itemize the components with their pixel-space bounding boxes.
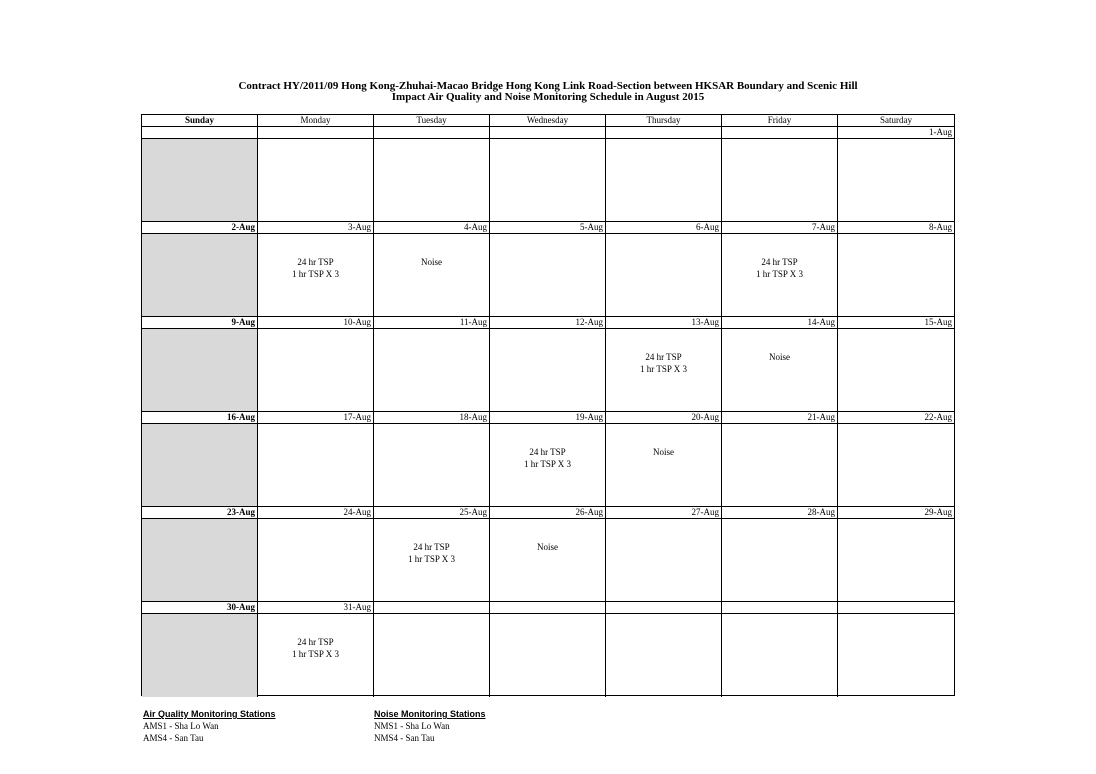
day-header-monday: Monday: [258, 115, 374, 127]
date-label: 8-Aug: [838, 222, 954, 234]
monitoring-task: 1 hr TSP X 3: [639, 364, 687, 374]
date-label: [606, 602, 722, 614]
air-legend-heading: Air Quality Monitoring Stations: [143, 709, 276, 719]
day-cell: [142, 424, 258, 507]
monitoring-task: 24 hr TSP: [645, 352, 682, 362]
date-label: 26-Aug: [490, 507, 606, 519]
date-label: 27-Aug: [606, 507, 722, 519]
air-station-item: AMS4 - San Tau: [143, 733, 204, 743]
monitoring-note: [374, 256, 489, 268]
monitoring-calendar: [141, 114, 955, 696]
day-cell: [374, 424, 490, 507]
date-label: 4-Aug: [374, 222, 490, 234]
day-cell: [838, 424, 954, 507]
day-cell: [606, 614, 722, 697]
date-label: 9-Aug: [142, 317, 258, 329]
air-station-item: AMS1 - Sha Lo Wan: [143, 721, 219, 731]
day-cell: [838, 519, 954, 602]
day-header-wednesday: Wednesday: [490, 115, 606, 127]
monitoring-note: [258, 636, 373, 660]
day-cell: [374, 234, 490, 317]
date-label: 11-Aug: [374, 317, 490, 329]
date-label: 15-Aug: [838, 317, 954, 329]
noise-legend: [374, 708, 486, 744]
date-label: 28-Aug: [722, 507, 838, 519]
date-label: 17-Aug: [258, 412, 374, 424]
monitoring-task: 1 hr TSP X 3: [407, 554, 455, 564]
day-cell: [838, 329, 954, 412]
monitoring-note: [606, 351, 721, 375]
day-cell: [490, 139, 606, 222]
air-quality-legend: [143, 708, 276, 744]
monitoring-task: Noise: [653, 447, 674, 457]
monitoring-task: 1 hr TSP X 3: [523, 459, 571, 469]
date-label: [374, 602, 490, 614]
day-cell: [258, 424, 374, 507]
date-label: [490, 127, 606, 139]
date-label: 13-Aug: [606, 317, 722, 329]
day-cell: [490, 614, 606, 697]
date-label: 29-Aug: [838, 507, 954, 519]
document-title: Contract HY/2011/09 Hong Kong-Zhuhai-Macao Bridge Hong Kong Link Road-Section between HKSAR Boundary and Scenic Hill: [238, 80, 858, 92]
day-cell: [838, 234, 954, 317]
day-cell: [606, 519, 722, 602]
day-cell: [374, 614, 490, 697]
date-label: 10-Aug: [258, 317, 374, 329]
monitoring-task: 24 hr TSP: [297, 637, 334, 647]
monitoring-note: [490, 541, 605, 553]
monitoring-task: Noise: [421, 257, 442, 267]
day-cell: [142, 234, 258, 317]
date-label: 14-Aug: [722, 317, 838, 329]
day-cell: [142, 614, 258, 697]
monitoring-task: 1 hr TSP X 3: [291, 269, 339, 279]
date-label: 21-Aug: [722, 412, 838, 424]
monitoring-note: [722, 351, 837, 363]
date-label: 5-Aug: [490, 222, 606, 234]
day-cell: [374, 329, 490, 412]
day-cell: [374, 519, 490, 602]
day-cell: [258, 614, 374, 697]
day-cell: [142, 519, 258, 602]
day-cell: [490, 424, 606, 507]
date-label: 23-Aug: [142, 507, 258, 519]
date-label: 12-Aug: [490, 317, 606, 329]
date-label: 1-Aug: [838, 127, 954, 139]
day-cell: [606, 234, 722, 317]
day-cell: [142, 139, 258, 222]
date-label: [374, 127, 490, 139]
day-cell: [722, 234, 838, 317]
date-label: 18-Aug: [374, 412, 490, 424]
day-cell: [258, 519, 374, 602]
monitoring-task: 24 hr TSP: [297, 257, 334, 267]
monitoring-task: Noise: [537, 542, 558, 552]
day-header-tuesday: Tuesday: [374, 115, 490, 127]
day-cell: [838, 139, 954, 222]
day-cell: [374, 139, 490, 222]
day-header-thursday: Thursday: [606, 115, 722, 127]
day-cell: [722, 519, 838, 602]
monitoring-task: 1 hr TSP X 3: [755, 269, 803, 279]
day-cell: [490, 329, 606, 412]
date-label: 24-Aug: [258, 507, 374, 519]
date-label: 19-Aug: [490, 412, 606, 424]
day-header-sunday: Sunday: [142, 115, 258, 127]
date-label: 3-Aug: [258, 222, 374, 234]
day-cell: [722, 614, 838, 697]
day-cell: [258, 139, 374, 222]
date-label: [606, 127, 722, 139]
day-header-saturday: Saturday: [838, 115, 954, 127]
date-label: [490, 602, 606, 614]
monitoring-task: 24 hr TSP: [413, 542, 450, 552]
date-label: 7-Aug: [722, 222, 838, 234]
date-label: 6-Aug: [606, 222, 722, 234]
date-label: 16-Aug: [142, 412, 258, 424]
date-label: [722, 127, 838, 139]
monitoring-note: [722, 256, 837, 280]
day-cell: [722, 424, 838, 507]
day-cell: [606, 139, 722, 222]
noise-legend-heading: Noise Monitoring Stations: [374, 709, 486, 719]
monitoring-note: [258, 256, 373, 280]
document-subtitle: Impact Air Quality and Noise Monitoring Schedule in August 2015: [391, 91, 705, 103]
monitoring-task: Noise: [769, 352, 790, 362]
monitoring-note: [490, 446, 605, 470]
noise-station-item: NMS4 - San Tau: [374, 733, 435, 743]
date-label: 25-Aug: [374, 507, 490, 519]
day-header-friday: Friday: [722, 115, 838, 127]
monitoring-task: 24 hr TSP: [761, 257, 798, 267]
monitoring-note: [606, 446, 721, 458]
day-cell: [722, 139, 838, 222]
date-label: 30-Aug: [142, 602, 258, 614]
day-cell: [490, 234, 606, 317]
date-label: [142, 127, 258, 139]
day-cell: [606, 329, 722, 412]
date-label: 22-Aug: [838, 412, 954, 424]
date-label: 31-Aug: [258, 602, 374, 614]
day-cell: [838, 614, 954, 697]
date-label: [722, 602, 838, 614]
day-cell: [490, 519, 606, 602]
day-cell: [258, 234, 374, 317]
noise-station-item: NMS1 - Sha Lo Wan: [374, 721, 450, 731]
date-label: 2-Aug: [142, 222, 258, 234]
date-label: [258, 127, 374, 139]
day-cell: [142, 329, 258, 412]
date-label: [838, 602, 954, 614]
day-cell: [258, 329, 374, 412]
day-cell: [722, 329, 838, 412]
monitoring-task: 24 hr TSP: [529, 447, 566, 457]
date-label: 20-Aug: [606, 412, 722, 424]
day-cell: [606, 424, 722, 507]
monitoring-task: 1 hr TSP X 3: [291, 649, 339, 659]
monitoring-note: [374, 541, 489, 565]
